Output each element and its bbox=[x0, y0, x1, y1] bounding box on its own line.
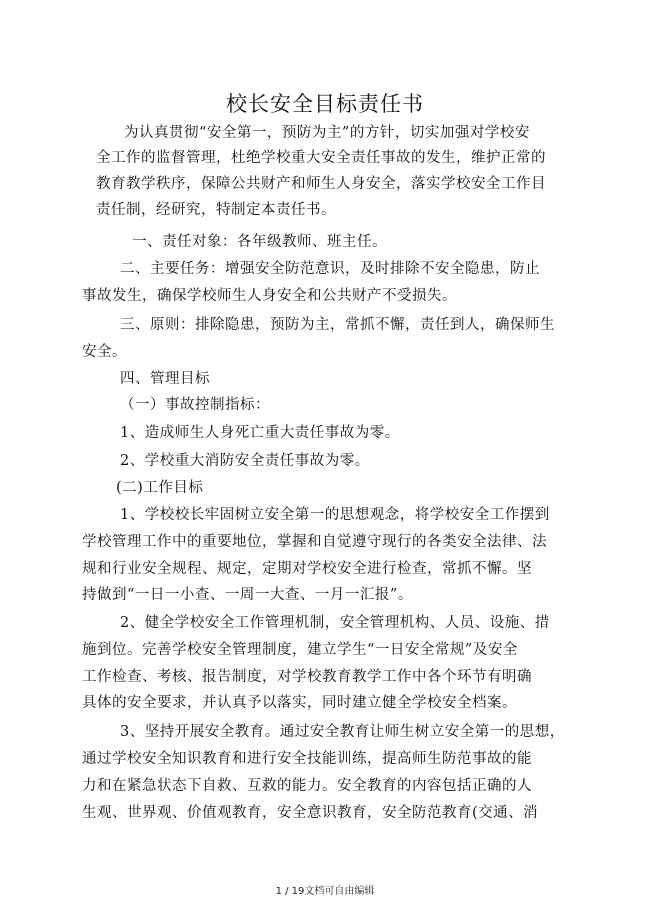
text-line: (二)工作目标 bbox=[116, 480, 204, 496]
text-line: 1、造成师生人身死亡重大责任事故为零。 bbox=[120, 425, 400, 441]
text-line: 具体的安全要求，并认真予以落实，同时建立健全学校安全档案。 bbox=[82, 695, 517, 711]
document-title: 校长安全目标责任书 bbox=[226, 92, 424, 116]
text-line: 力和在紧急状态下自救、互救的能力。安全教育的内容包括正确的人 bbox=[82, 778, 532, 794]
page-footer: 1 / 19文档可自由编辑 bbox=[275, 886, 375, 897]
text-line: 事故发生，确保学校师生人身安全和公共财产不受损失。 bbox=[82, 288, 457, 304]
text-line: 持做到“一日一小查、一周一大查、一月一汇报”。 bbox=[82, 587, 413, 603]
text-line: 生观、世界观、价值观教育，安全意识教育，安全防范教育(交通、消 bbox=[82, 805, 539, 821]
text-line: 2、健全学校安全工作管理机制，安全管理机构、人员、设施、措 bbox=[120, 615, 550, 631]
text-line: 二、主要任务：增强安全防范意识，及时排除不安全隐患，防止 bbox=[120, 261, 540, 277]
text-line: 一、责任对象：各年级教师、班主任。 bbox=[132, 234, 387, 250]
text-line: 1、学校校长牢固树立安全第一的思想观念，将学校安全工作摆到 bbox=[120, 507, 550, 523]
text-line: 三、原则：排除隐患，预防为主，常抓不懈，责任到人，确保师生 bbox=[120, 317, 555, 333]
text-line: 工作检查、考核、报告制度，对学校教育教学工作中各个环节有明确 bbox=[82, 669, 532, 685]
text-line: 全工作的监督管理，杜绝学校重大安全责任事故的发生，维护正常的 bbox=[96, 150, 546, 166]
text-line: 施到位。完善学校安全管理制度，建立学生“一日安全常规”及安全 bbox=[82, 642, 518, 658]
text-line: 学校管理工作中的重要地位，掌握和自觉遵守现行的各类安全法律、法 bbox=[82, 534, 547, 550]
text-line: 通过学校安全知识教育和进行安全技能训练，提高师生防范事故的能 bbox=[82, 751, 532, 767]
text-line: 规和行业安全规程、规定，定期对学校安全进行检查，常抓不懈。坚 bbox=[82, 561, 532, 577]
text-line: 四、管理目标 bbox=[120, 371, 210, 387]
text-line: 责任制，经研究，特制定本责任书。 bbox=[96, 202, 336, 218]
text-line: 3、坚持开展安全教育。通过安全教育让师生树立安全第一的思想， bbox=[120, 724, 565, 740]
text-line: 教育教学秩序，保障公共财产和师生人身安全，落实学校安全工作目 bbox=[96, 176, 546, 192]
text-line: （一）事故控制指标： bbox=[120, 397, 270, 413]
text-line: 2、学校重大消防安全责任事故为零。 bbox=[120, 453, 370, 469]
text-line: 安全。 bbox=[82, 344, 127, 360]
text-line: 为认真贯彻“安全第一，预防为主”的方针，切实加强对学校安 bbox=[124, 125, 530, 141]
